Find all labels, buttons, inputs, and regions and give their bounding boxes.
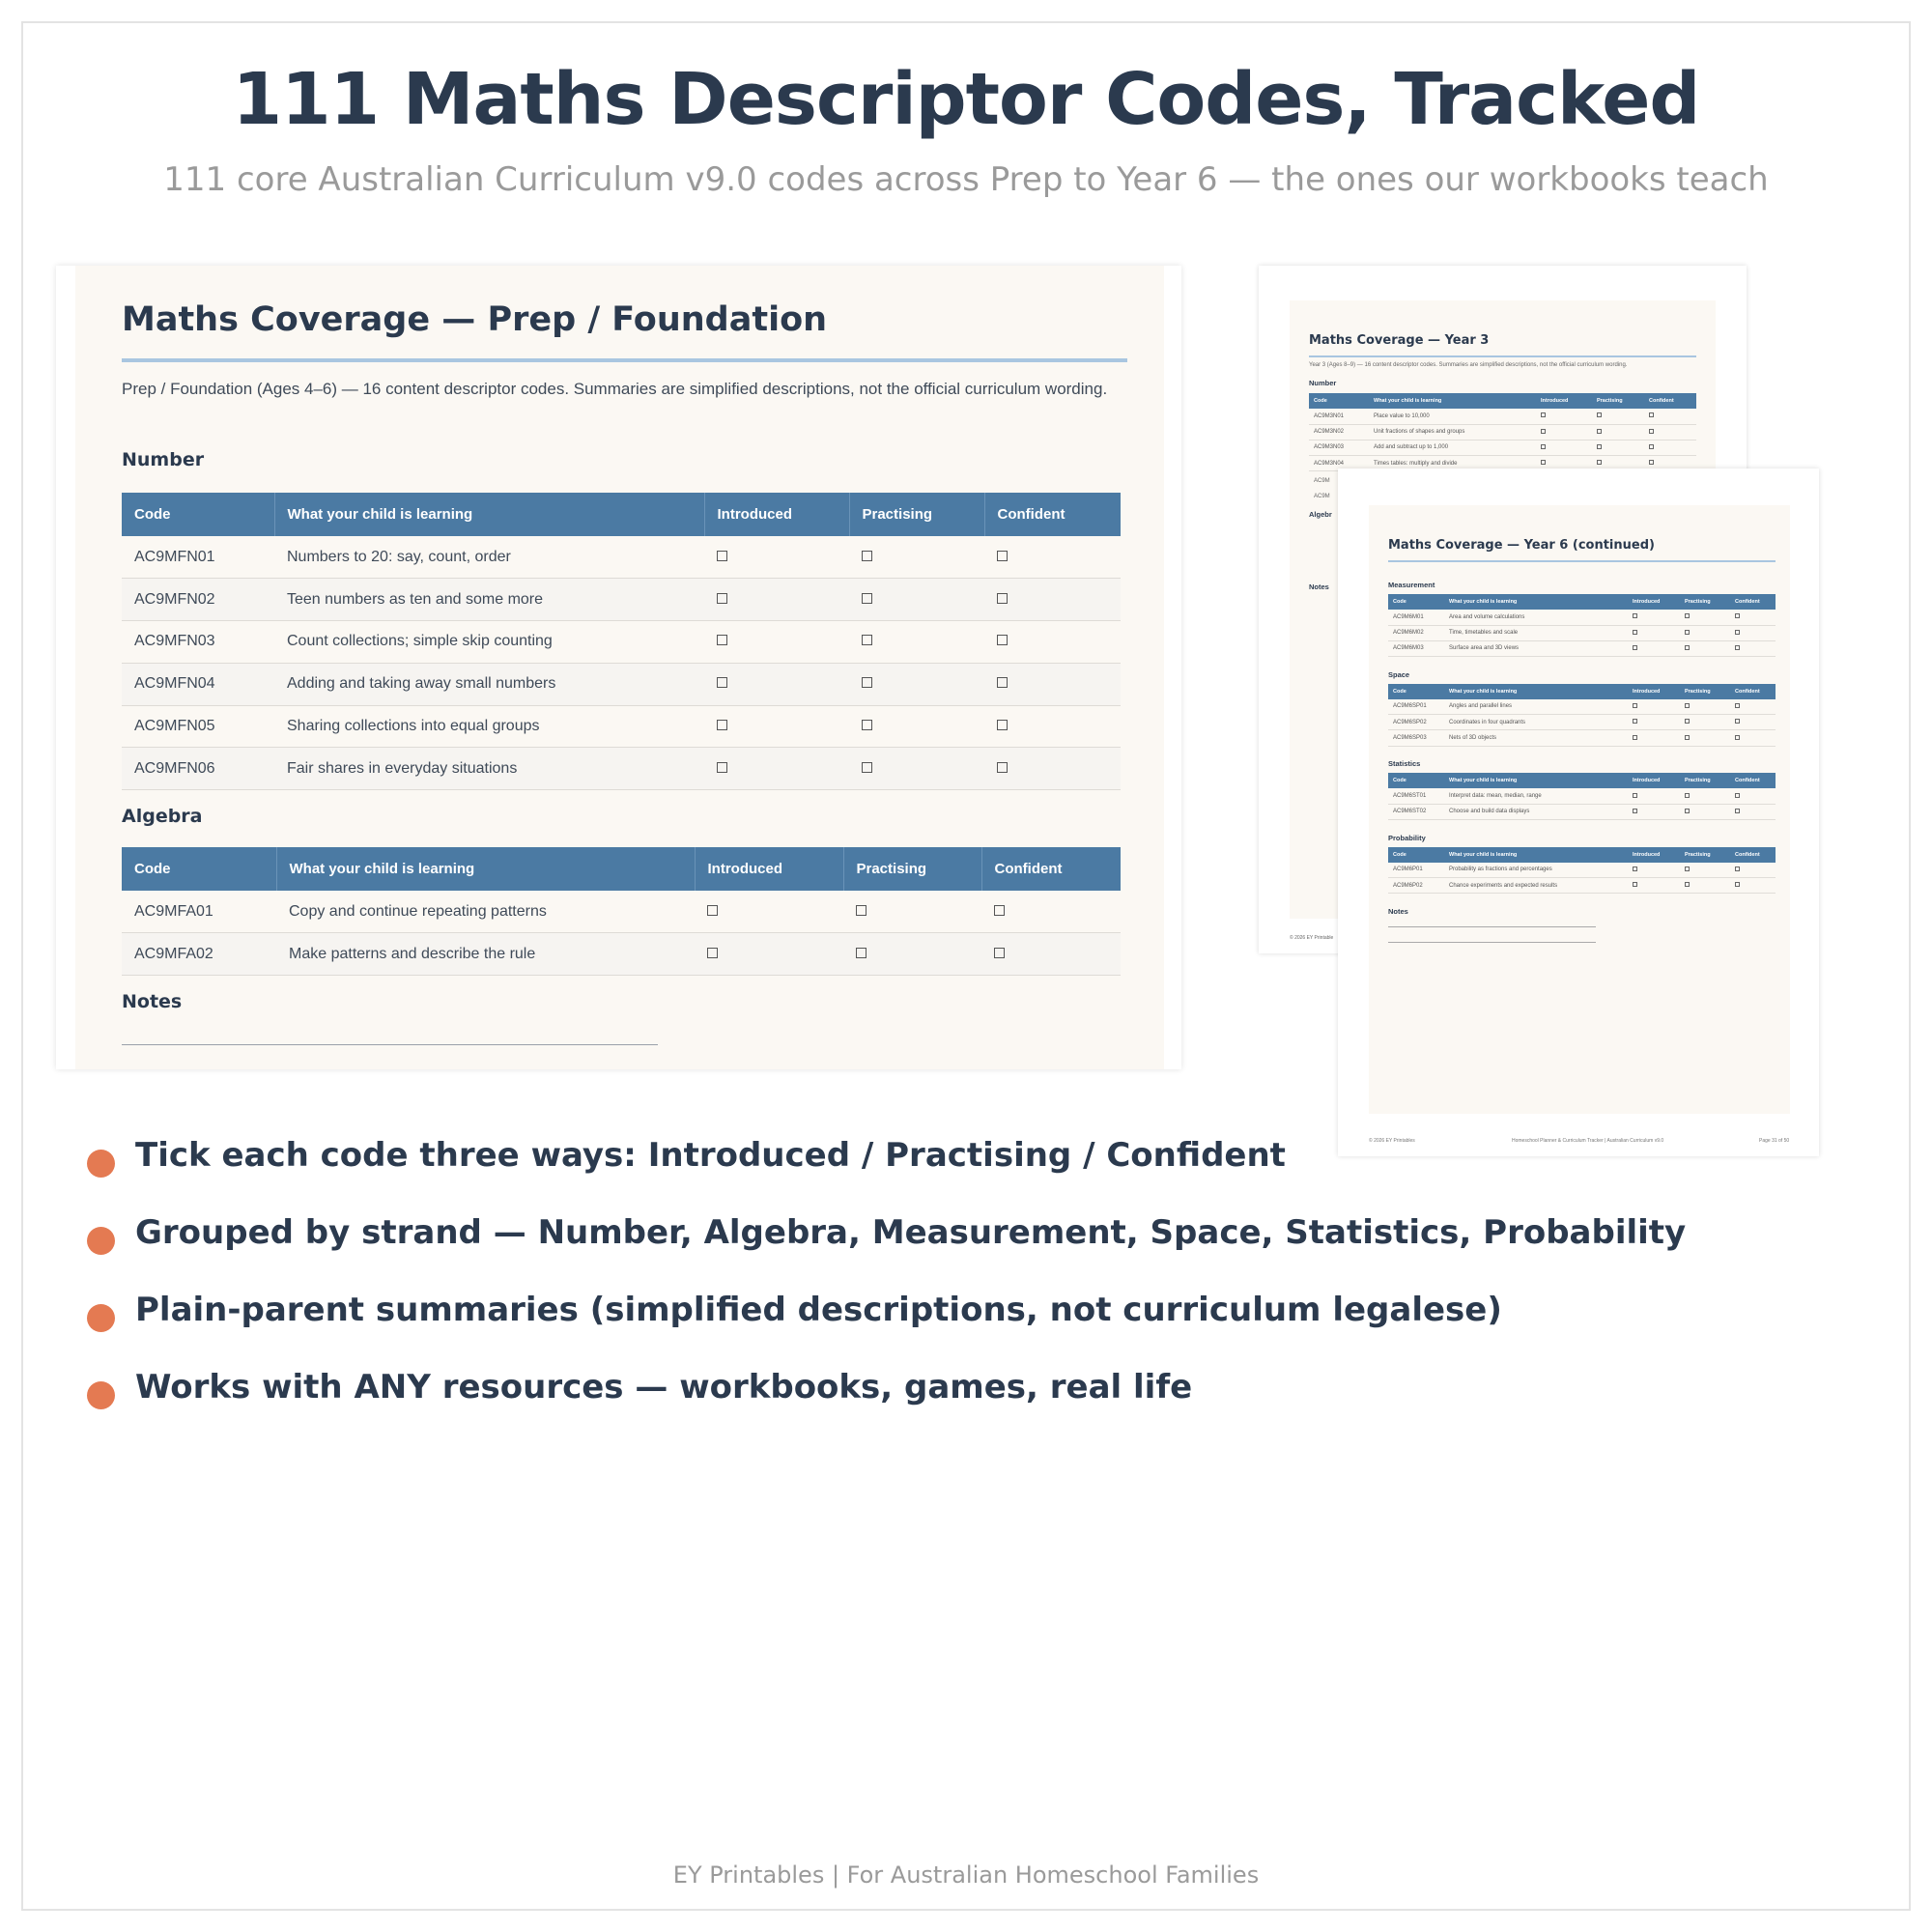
practising-checkbox[interactable] bbox=[1685, 867, 1690, 871]
introduced-checkbox[interactable] bbox=[1633, 613, 1637, 618]
practising-cell bbox=[843, 933, 981, 976]
confident-checkbox[interactable] bbox=[1649, 429, 1654, 434]
notes-label: Notes bbox=[122, 991, 183, 1012]
confident-checkbox[interactable] bbox=[1735, 703, 1740, 708]
feature-bullet bbox=[87, 1275, 1686, 1352]
col-header-practising: Practising bbox=[1680, 773, 1730, 788]
col-header-code: Code bbox=[1388, 773, 1444, 788]
introduced-checkbox[interactable] bbox=[1633, 882, 1637, 887]
practising-cell bbox=[849, 748, 984, 790]
feature-bullet bbox=[87, 1352, 1686, 1430]
sheet-intro: Year 3 (Ages 8–9) — 16 content descriptor codes. Summaries are simplified descriptions, not the official curriculum wording. bbox=[1309, 362, 1628, 368]
code-cell: AC9MFN02 bbox=[122, 579, 274, 621]
confident-checkbox[interactable] bbox=[1735, 613, 1740, 618]
practising-checkbox[interactable] bbox=[1685, 882, 1690, 887]
confident-checkbox[interactable] bbox=[997, 762, 1008, 773]
code-cell: AC9M6SP01 bbox=[1388, 699, 1444, 715]
introduced-cell bbox=[1628, 730, 1680, 746]
confident-cell bbox=[984, 536, 1121, 579]
table-row bbox=[1309, 440, 1696, 455]
practising-cell bbox=[1680, 788, 1730, 804]
learning-cell: Interpret data: mean, median, range bbox=[1444, 788, 1628, 804]
sheet-intro: Prep / Foundation (Ages 4–6) — 16 content descriptor codes. Summaries are simplified descriptions, not the official curriculum wording. bbox=[122, 380, 1108, 398]
col-header-practising: Practising bbox=[1680, 684, 1730, 699]
introduced-checkbox[interactable] bbox=[1633, 793, 1637, 798]
strand-label: Space bbox=[1388, 669, 1410, 679]
code-cell: AC9M6ST01 bbox=[1388, 788, 1444, 804]
confident-cell bbox=[984, 705, 1121, 748]
introduced-checkbox[interactable] bbox=[717, 635, 727, 645]
sheet-title-rule bbox=[1309, 355, 1696, 357]
col-header-confident: Confident bbox=[1730, 594, 1776, 610]
introduced-checkbox[interactable] bbox=[707, 905, 718, 916]
table-row bbox=[1309, 424, 1696, 440]
col-header-practising: Practising bbox=[1680, 594, 1730, 610]
col-header-code: Code bbox=[122, 493, 274, 536]
introduced-cell bbox=[704, 579, 849, 621]
strand-label: Statistics bbox=[1388, 759, 1421, 769]
page-footer: © 2026 EY Printable bbox=[1290, 935, 1334, 941]
confident-checkbox[interactable] bbox=[1735, 793, 1740, 798]
introduced-cell bbox=[1628, 878, 1680, 894]
col-header-confident: Confident bbox=[984, 493, 1121, 536]
practising-checkbox[interactable] bbox=[1597, 412, 1602, 417]
code-cell: AC9M6P01 bbox=[1388, 863, 1444, 878]
practising-checkbox[interactable] bbox=[862, 551, 872, 561]
strand-label-algebra: Algebr bbox=[1309, 510, 1332, 519]
table-row bbox=[1388, 863, 1776, 878]
introduced-cell bbox=[1628, 804, 1680, 819]
introduced-cell bbox=[1628, 640, 1680, 656]
confident-cell bbox=[981, 933, 1121, 976]
sheet-title-rule bbox=[1388, 560, 1776, 562]
introduced-cell bbox=[695, 933, 843, 976]
practising-checkbox[interactable] bbox=[862, 635, 872, 645]
introduced-checkbox[interactable] bbox=[1633, 867, 1637, 871]
code-cell: AC9MFN04 bbox=[122, 663, 274, 705]
practising-checkbox[interactable] bbox=[1685, 719, 1690, 724]
introduced-cell bbox=[1628, 610, 1680, 625]
practising-checkbox[interactable] bbox=[1597, 429, 1602, 434]
confident-cell bbox=[1730, 863, 1776, 878]
col-header-code: Code bbox=[1388, 684, 1444, 699]
confident-cell bbox=[1730, 715, 1776, 730]
hero-subtitle: 111 core Australian Curriculum v9.0 codes across Prep to Year 6 — the ones our workbooks teach bbox=[163, 160, 1769, 199]
learning-cell: Times tables: multiply and divide bbox=[1369, 456, 1536, 471]
confident-checkbox[interactable] bbox=[994, 905, 1005, 916]
introduced-checkbox[interactable] bbox=[717, 551, 727, 561]
introduced-checkbox[interactable] bbox=[1541, 429, 1546, 434]
table-row bbox=[1388, 610, 1776, 625]
worksheet-preview-prep bbox=[56, 266, 1181, 1069]
practising-cell bbox=[843, 891, 981, 933]
practising-cell bbox=[849, 536, 984, 579]
learning-cell: Area and volume calculations bbox=[1444, 610, 1628, 625]
confident-checkbox[interactable] bbox=[994, 948, 1005, 958]
code-cell: AC9MFN01 bbox=[122, 536, 274, 579]
confident-cell bbox=[1730, 878, 1776, 894]
col-header-practising: Practising bbox=[1592, 393, 1644, 409]
strand-label-algebra: Algebra bbox=[122, 806, 203, 827]
introduced-cell bbox=[704, 621, 849, 664]
notes-line bbox=[122, 1044, 658, 1045]
introduced-cell bbox=[695, 891, 843, 933]
col-header-confident: Confident bbox=[981, 847, 1121, 891]
table-header-row bbox=[122, 847, 1121, 891]
confident-checkbox[interactable] bbox=[1735, 630, 1740, 635]
practising-cell bbox=[1680, 878, 1730, 894]
page-footer-left: © 2026 EY Printables bbox=[1369, 1138, 1415, 1144]
table-row bbox=[1388, 640, 1776, 656]
introduced-checkbox[interactable] bbox=[717, 720, 727, 730]
introduced-cell bbox=[704, 536, 849, 579]
strand-label: Probability bbox=[1388, 833, 1426, 842]
practising-checkbox[interactable] bbox=[1597, 444, 1602, 449]
coverage-table bbox=[1388, 684, 1776, 747]
confident-cell bbox=[1730, 610, 1776, 625]
practising-checkbox[interactable] bbox=[1685, 613, 1690, 618]
coverage-table bbox=[1388, 594, 1776, 657]
practising-checkbox[interactable] bbox=[1685, 703, 1690, 708]
col-header-confident: Confident bbox=[1730, 684, 1776, 699]
confident-cell bbox=[984, 748, 1121, 790]
col-header-learning: What your child is learning bbox=[1444, 684, 1628, 699]
confident-cell bbox=[1644, 424, 1696, 440]
col-header-confident: Confident bbox=[1730, 847, 1776, 863]
code-cell: AC9MFN05 bbox=[122, 705, 274, 748]
introduced-checkbox[interactable] bbox=[1633, 645, 1637, 650]
practising-checkbox[interactable] bbox=[1685, 793, 1690, 798]
table-row bbox=[1388, 715, 1776, 730]
learning-cell: Time, timetables and scale bbox=[1444, 625, 1628, 640]
confident-cell bbox=[981, 891, 1121, 933]
code-cell: AC9M6P02 bbox=[1388, 878, 1444, 894]
confident-cell bbox=[1730, 730, 1776, 746]
practising-cell bbox=[849, 621, 984, 664]
confident-cell bbox=[1644, 440, 1696, 455]
practising-checkbox[interactable] bbox=[1685, 735, 1690, 740]
learning-cell: Unit fractions of shapes and groups bbox=[1369, 424, 1536, 440]
practising-cell bbox=[1680, 715, 1730, 730]
col-header-code: Code bbox=[1388, 594, 1444, 610]
col-header-learning: What your child is learning bbox=[1444, 773, 1628, 788]
introduced-cell bbox=[1536, 440, 1592, 455]
table-row bbox=[1388, 730, 1776, 746]
confident-checkbox[interactable] bbox=[1735, 809, 1740, 813]
code-cell: AC9MFN03 bbox=[122, 621, 274, 664]
table-row bbox=[122, 536, 1121, 579]
notes-line bbox=[1388, 942, 1596, 943]
page-footer-center: Homeschool Planner & Curriculum Tracker | Australian Curriculum v9.0 bbox=[1512, 1138, 1664, 1144]
col-header-practising: Practising bbox=[1680, 847, 1730, 863]
introduced-cell bbox=[1628, 699, 1680, 715]
learning-cell: Numbers to 20: say, count, order bbox=[274, 536, 704, 579]
col-header-introduced: Introduced bbox=[704, 493, 849, 536]
learning-cell: Teen numbers as ten and some more bbox=[274, 579, 704, 621]
confident-cell bbox=[984, 579, 1121, 621]
practising-checkbox[interactable] bbox=[1685, 809, 1690, 813]
practising-checkbox[interactable] bbox=[1685, 630, 1690, 635]
practising-cell bbox=[1592, 440, 1644, 455]
practising-checkbox[interactable] bbox=[862, 593, 872, 604]
strand-label-number: Number bbox=[122, 449, 205, 470]
learning-cell: Chance experiments and expected results bbox=[1444, 878, 1628, 894]
practising-cell bbox=[1680, 730, 1730, 746]
page-footer-right: Page 31 of 50 bbox=[1759, 1138, 1790, 1144]
practising-cell bbox=[1680, 699, 1730, 715]
code-cell: AC9MFN06 bbox=[122, 748, 274, 790]
col-header-learning: What your child is learning bbox=[276, 847, 695, 891]
practising-cell bbox=[849, 579, 984, 621]
col-header-introduced: Introduced bbox=[1536, 393, 1592, 409]
confident-cell bbox=[1730, 699, 1776, 715]
learning-cell: Make patterns and describe the rule bbox=[276, 933, 695, 976]
col-header-code: Code bbox=[122, 847, 276, 891]
introduced-cell bbox=[1536, 424, 1592, 440]
confident-checkbox[interactable] bbox=[997, 551, 1008, 561]
learning-cell: Fair shares in everyday situations bbox=[274, 748, 704, 790]
notes-label: Notes bbox=[1309, 582, 1329, 591]
code-cell: AC9M6SP02 bbox=[1388, 715, 1444, 730]
learning-cell: Place value to 10,000 bbox=[1369, 409, 1536, 424]
learning-cell: Coordinates in four quadrants bbox=[1444, 715, 1628, 730]
code-cell: AC9M3N03 bbox=[1309, 440, 1369, 455]
introduced-cell bbox=[1536, 409, 1592, 424]
confident-checkbox[interactable] bbox=[1649, 444, 1654, 449]
confident-checkbox[interactable] bbox=[1735, 867, 1740, 871]
sheet-title-rule bbox=[122, 358, 1127, 362]
learning-cell: Angles and parallel lines bbox=[1444, 699, 1628, 715]
confident-checkbox[interactable] bbox=[1735, 645, 1740, 650]
introduced-checkbox[interactable] bbox=[1633, 735, 1637, 740]
introduced-cell bbox=[1628, 788, 1680, 804]
code-cell: AC9M6M01 bbox=[1388, 610, 1444, 625]
introduced-checkbox[interactable] bbox=[707, 948, 718, 958]
learning-cell: Probability as fractions and percentages bbox=[1444, 863, 1628, 878]
learning-cell: Surface area and 3D views bbox=[1444, 640, 1628, 656]
table-header-row bbox=[1388, 773, 1776, 788]
notes-label: Notes bbox=[1388, 907, 1408, 916]
table-row bbox=[122, 933, 1121, 976]
practising-cell bbox=[849, 705, 984, 748]
table-row bbox=[1388, 699, 1776, 715]
confident-cell bbox=[1644, 409, 1696, 424]
learning-cell: Count collections; simple skip counting bbox=[274, 621, 704, 664]
learning-cell: Add and subtract up to 1,000 bbox=[1369, 440, 1536, 455]
strand-label-number: Number bbox=[1309, 379, 1337, 387]
practising-cell bbox=[1592, 424, 1644, 440]
table-row bbox=[1309, 409, 1696, 424]
brand-footer: EY Printables | For Australian Homeschool Families bbox=[672, 1861, 1260, 1889]
col-header-learning: What your child is learning bbox=[274, 493, 704, 536]
introduced-checkbox[interactable] bbox=[1541, 412, 1546, 417]
code-fragment: AC9M bbox=[1314, 494, 1330, 499]
code-cell: AC9M3N04 bbox=[1309, 456, 1369, 471]
col-header-introduced: Introduced bbox=[695, 847, 843, 891]
worksheet-preview-year6 bbox=[1338, 469, 1819, 1156]
table-header-row bbox=[1309, 393, 1696, 409]
feature-bullet bbox=[87, 1198, 1686, 1275]
introduced-cell bbox=[704, 705, 849, 748]
confident-cell bbox=[1730, 804, 1776, 819]
col-header-practising: Practising bbox=[843, 847, 981, 891]
bullet-dot-icon bbox=[87, 1381, 115, 1409]
coverage-table-algebra bbox=[122, 847, 1121, 976]
practising-checkbox[interactable] bbox=[1685, 645, 1690, 650]
code-cell: AC9MFA02 bbox=[122, 933, 276, 976]
feature-bullet bbox=[87, 1121, 1686, 1198]
code-cell: AC9M6SP03 bbox=[1388, 730, 1444, 746]
introduced-checkbox[interactable] bbox=[1633, 809, 1637, 813]
col-header-introduced: Introduced bbox=[1628, 847, 1680, 863]
practising-checkbox[interactable] bbox=[856, 905, 867, 916]
introduced-cell bbox=[1628, 863, 1680, 878]
feature-bullet-text: Plain-parent summaries (simplified descriptions, not curriculum legalese) bbox=[135, 1291, 1502, 1329]
practising-cell bbox=[1680, 863, 1730, 878]
introduced-checkbox[interactable] bbox=[1633, 719, 1637, 724]
hero-title: 111 Maths Descriptor Codes, Tracked bbox=[232, 58, 1700, 141]
learning-cell: Adding and taking away small numbers bbox=[274, 663, 704, 705]
confident-checkbox[interactable] bbox=[997, 720, 1008, 730]
table-row bbox=[1388, 788, 1776, 804]
feature-bullet-text: Tick each code three ways: Introduced / Practising / Confident bbox=[135, 1136, 1286, 1175]
introduced-checkbox[interactable] bbox=[1633, 630, 1637, 635]
introduced-checkbox[interactable] bbox=[1633, 703, 1637, 708]
confident-checkbox[interactable] bbox=[1735, 735, 1740, 740]
col-header-learning: What your child is learning bbox=[1369, 393, 1536, 409]
sheet-title: Maths Coverage — Year 6 (continued) bbox=[1388, 538, 1655, 553]
table-header-row bbox=[1388, 684, 1776, 699]
col-header-introduced: Introduced bbox=[1628, 594, 1680, 610]
confident-checkbox[interactable] bbox=[997, 593, 1008, 604]
code-fragment: AC9M bbox=[1314, 478, 1330, 484]
col-header-introduced: Introduced bbox=[1628, 684, 1680, 699]
introduced-cell bbox=[1628, 715, 1680, 730]
table-row bbox=[122, 748, 1121, 790]
table-row bbox=[122, 891, 1121, 933]
col-header-learning: What your child is learning bbox=[1444, 594, 1628, 610]
practising-checkbox[interactable] bbox=[856, 948, 867, 958]
code-cell: AC9MFA01 bbox=[122, 891, 276, 933]
code-cell: AC9M6M03 bbox=[1388, 640, 1444, 656]
confident-checkbox[interactable] bbox=[1649, 460, 1654, 465]
learning-cell: Choose and build data displays bbox=[1444, 804, 1628, 819]
confident-checkbox[interactable] bbox=[997, 635, 1008, 645]
strand-label: Measurement bbox=[1388, 581, 1435, 589]
introduced-cell bbox=[704, 748, 849, 790]
practising-cell bbox=[1680, 610, 1730, 625]
practising-cell bbox=[1592, 409, 1644, 424]
confident-cell bbox=[1730, 788, 1776, 804]
confident-checkbox[interactable] bbox=[1735, 882, 1740, 887]
code-cell: AC9M3N02 bbox=[1309, 424, 1369, 440]
table-header-row bbox=[1388, 847, 1776, 863]
practising-cell bbox=[1680, 625, 1730, 640]
bullet-dot-icon bbox=[87, 1304, 115, 1332]
introduced-checkbox[interactable] bbox=[717, 762, 727, 773]
confident-checkbox[interactable] bbox=[997, 677, 1008, 688]
introduced-cell bbox=[1628, 625, 1680, 640]
sheet-title: Maths Coverage — Year 3 bbox=[1309, 333, 1490, 348]
confident-checkbox[interactable] bbox=[1649, 412, 1654, 417]
confident-cell bbox=[1730, 640, 1776, 656]
learning-cell: Nets of 3D objects bbox=[1444, 730, 1628, 746]
col-header-code: Code bbox=[1388, 847, 1444, 863]
practising-cell bbox=[1680, 640, 1730, 656]
coverage-table-number bbox=[1309, 393, 1696, 471]
practising-checkbox[interactable] bbox=[1597, 460, 1602, 465]
col-header-introduced: Introduced bbox=[1628, 773, 1680, 788]
col-header-practising: Practising bbox=[849, 493, 984, 536]
table-header-row bbox=[1388, 594, 1776, 610]
code-cell: AC9M3N01 bbox=[1309, 409, 1369, 424]
col-header-code: Code bbox=[1309, 393, 1369, 409]
learning-cell: Copy and continue repeating patterns bbox=[276, 891, 695, 933]
table-header-row bbox=[122, 493, 1121, 536]
introduced-checkbox[interactable] bbox=[717, 593, 727, 604]
table-row bbox=[1388, 878, 1776, 894]
col-header-confident: Confident bbox=[1644, 393, 1696, 409]
table-row bbox=[1388, 625, 1776, 640]
introduced-cell bbox=[704, 663, 849, 705]
coverage-table bbox=[1388, 773, 1776, 820]
introduced-checkbox[interactable] bbox=[1541, 444, 1546, 449]
coverage-table-number bbox=[122, 493, 1121, 790]
notes-line bbox=[1388, 926, 1596, 927]
sheet-title: Maths Coverage — Prep / Foundation bbox=[122, 300, 828, 339]
coverage-table bbox=[1388, 847, 1776, 895]
bullet-dot-icon bbox=[87, 1227, 115, 1255]
confident-checkbox[interactable] bbox=[1735, 719, 1740, 724]
table-row bbox=[1388, 804, 1776, 819]
table-row bbox=[122, 579, 1121, 621]
feature-bullet-list bbox=[87, 1121, 1686, 1430]
feature-bullet-text: Grouped by strand — Number, Algebra, Measurement, Space, Statistics, Probability bbox=[135, 1213, 1687, 1252]
introduced-checkbox[interactable] bbox=[1541, 460, 1546, 465]
practising-checkbox[interactable] bbox=[862, 762, 872, 773]
table-row bbox=[122, 663, 1121, 705]
code-cell: AC9M6M02 bbox=[1388, 625, 1444, 640]
practising-cell bbox=[1680, 804, 1730, 819]
practising-checkbox[interactable] bbox=[862, 677, 872, 688]
learning-cell: Sharing collections into equal groups bbox=[274, 705, 704, 748]
confident-cell bbox=[984, 621, 1121, 664]
practising-checkbox[interactable] bbox=[862, 720, 872, 730]
code-cell: AC9M6ST02 bbox=[1388, 804, 1444, 819]
confident-cell bbox=[1730, 625, 1776, 640]
col-header-confident: Confident bbox=[1730, 773, 1776, 788]
col-header-learning: What your child is learning bbox=[1444, 847, 1628, 863]
bullet-dot-icon bbox=[87, 1150, 115, 1178]
feature-bullet-text: Works with ANY resources — workbooks, games, real life bbox=[135, 1368, 1193, 1406]
confident-cell bbox=[984, 663, 1121, 705]
introduced-checkbox[interactable] bbox=[717, 677, 727, 688]
table-row bbox=[122, 621, 1121, 664]
table-row bbox=[122, 705, 1121, 748]
practising-cell bbox=[849, 663, 984, 705]
